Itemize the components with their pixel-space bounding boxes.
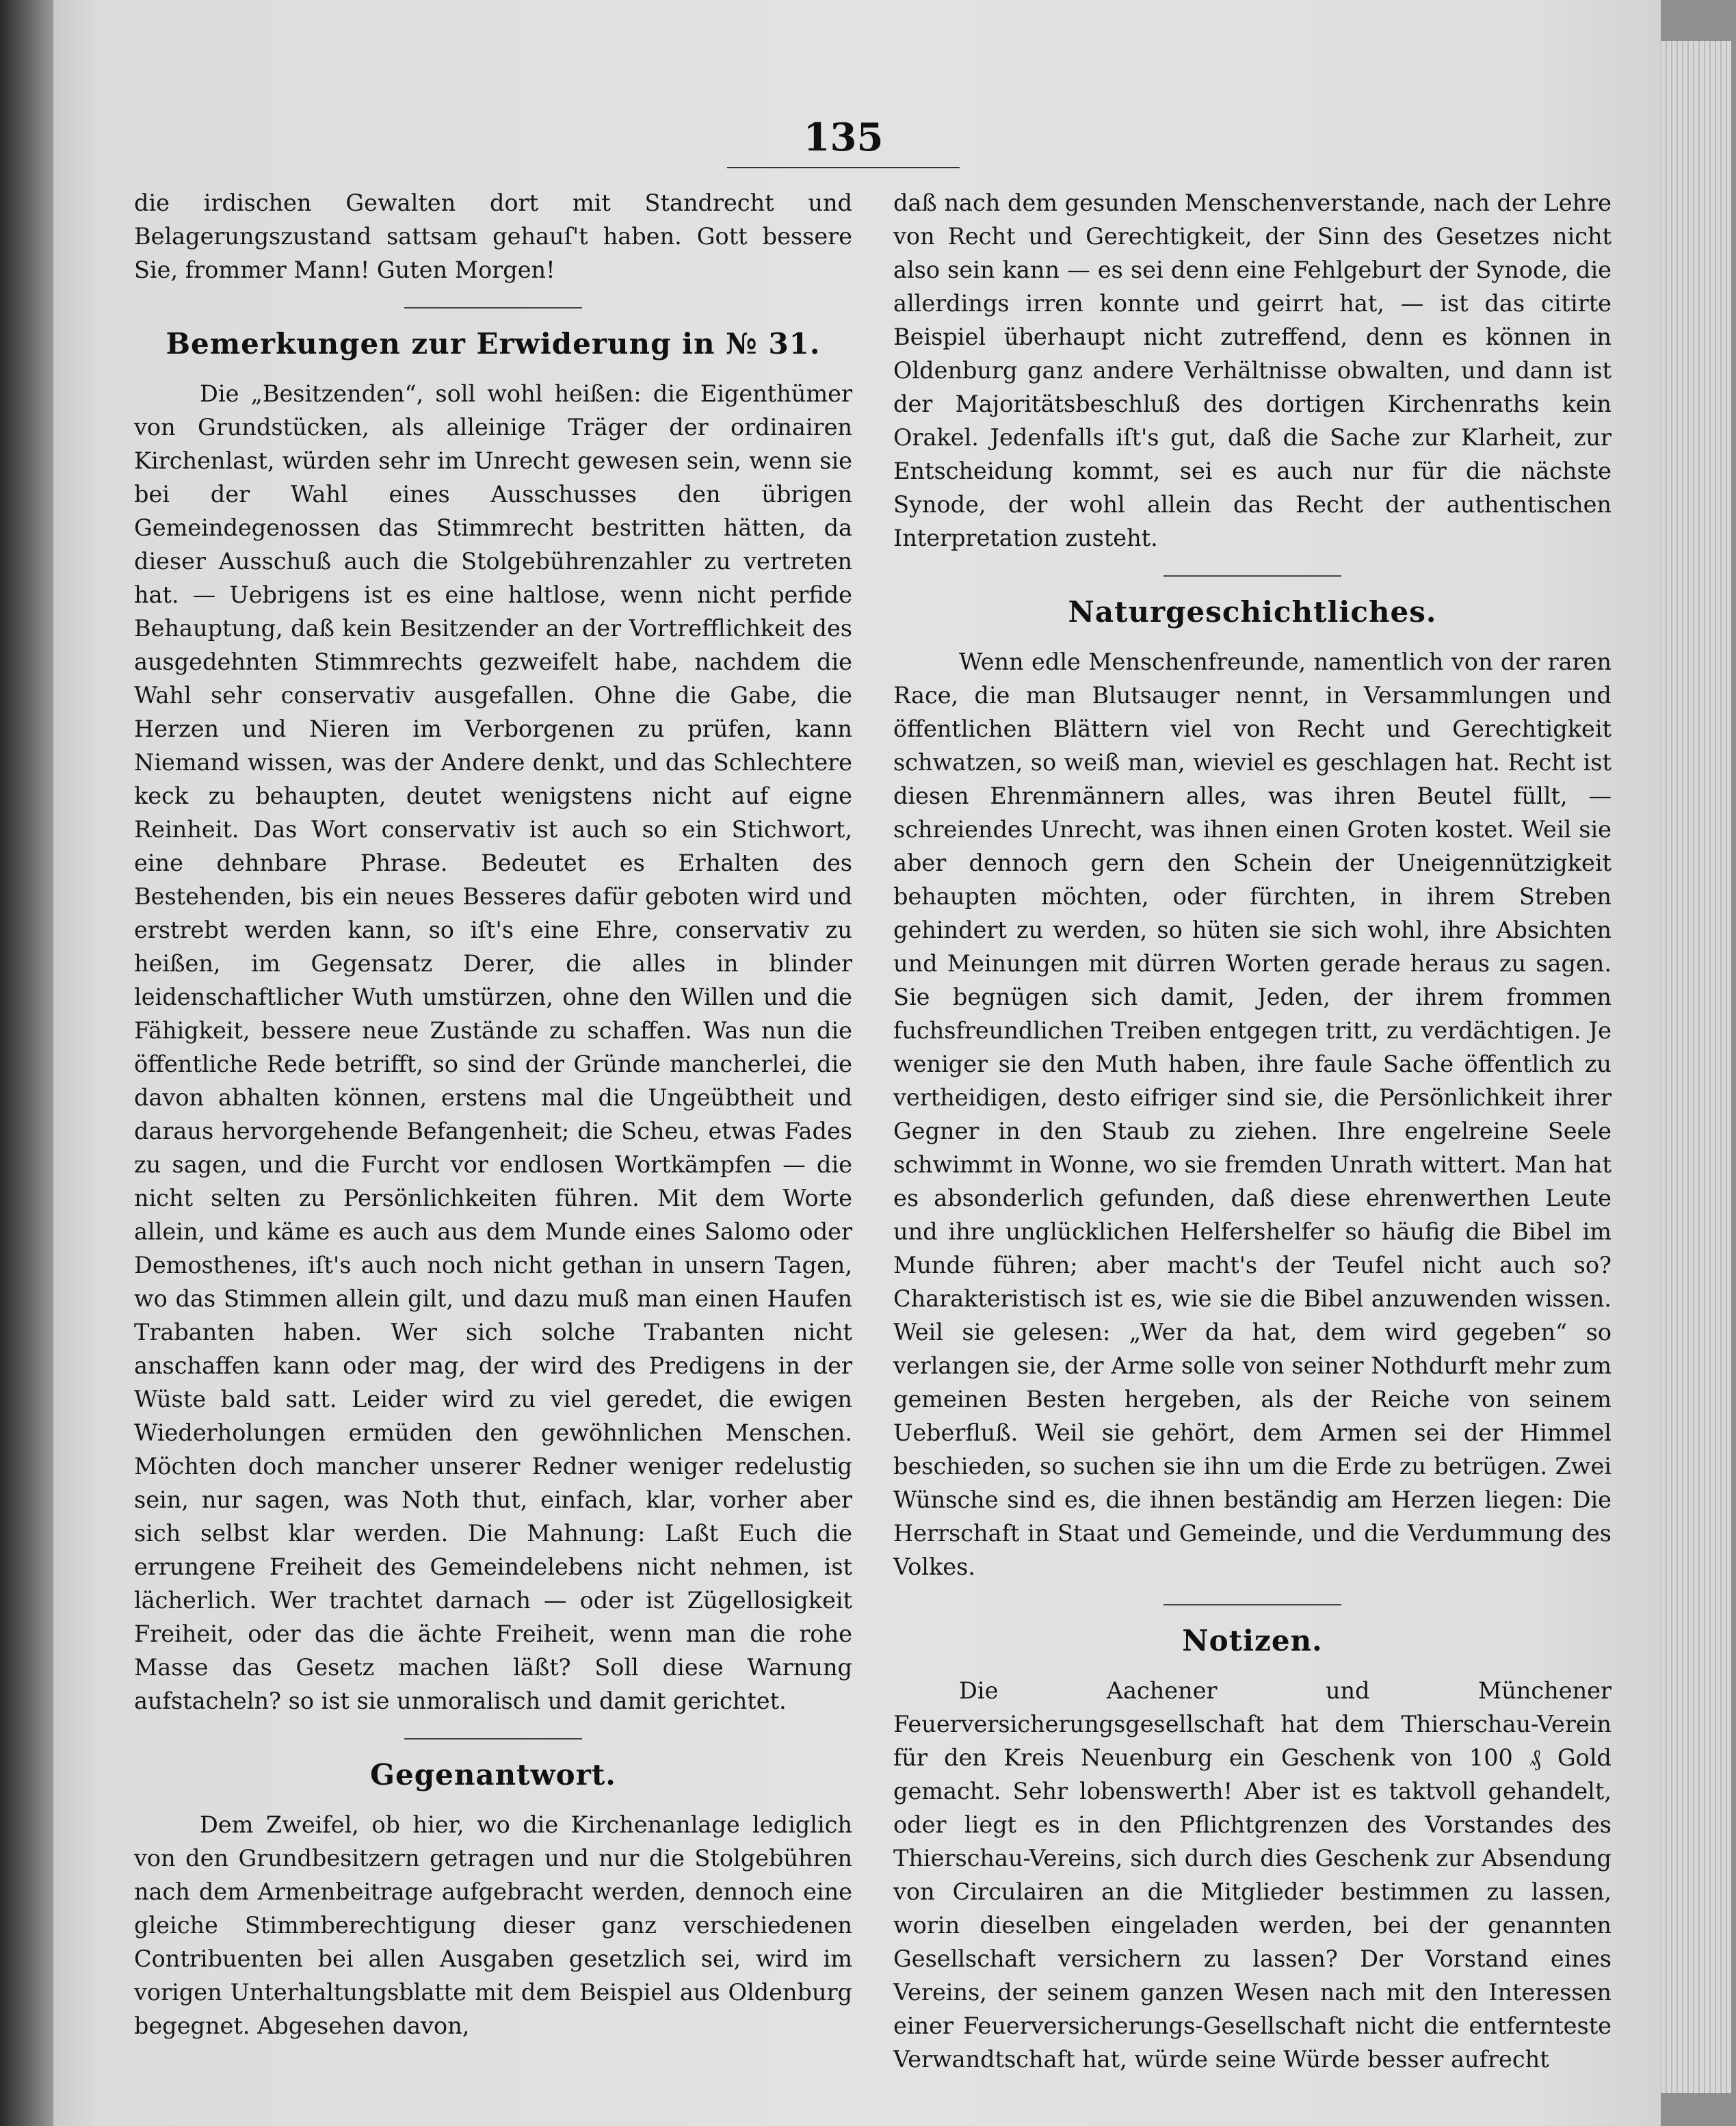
right-column [893,186,1612,2076]
page-stack-edge [1654,41,1731,2093]
article-paragraph-gegenantwort: Dem Zweifel, ob hier, wo die Kirchenanlage lediglich von den Grundbesitzern getragen und nur die Stolgebühren nach dem Armenbeitrage aufgebracht werden, dennoch eine gleiche Stimmberechtigung dieser ganz verschiedenen Contribuenten bei allen Ausgaben gesetzlich sei, wird im vorigen Unterhaltungsblatte mit dem Beispiel aus Oldenburg begegnet. Abgesehen davon, [134,1811,852,2039]
section-divider [1163,1604,1341,1605]
section-divider [404,307,582,309]
article-heading-gegenantwort: Gegenantwort. [370,1758,616,1792]
article-heading-bemerkungen: Bemerkungen zur Erwiderung in № 31. [166,327,821,360]
header-rule [727,167,960,168]
book-page [53,0,1661,2126]
article-paragraph-notizen: Die Aachener und Münchener Feuerversicherungsgesellschaft hat dem Thierschau-Verein für den Kreis Neuenburg ein Geschenk von 100 ₰ Gold gemacht. Sehr lobenswerth! Aber ist es taktvoll gehandelt, oder liegt es in den Pflichtgrenzen des Vorstandes des Thierschau-Vereins, sich durch dies Geschenk zur Absendung von Circulairen an die Mitglieder bestimmen zu lassen, worin dieselben eingeladen werden, bei der genannten Gesellschaft versichern zu lassen? Der Vorstand eines Vereins, der seinem ganzen Wesen nach mit den Interessen einer Feuerversicherungs-Gesellschaft nicht die entfernteste Verwandtschaft hat, würde seine Würde besser aufrecht [893,1677,1612,2073]
section-divider [404,1738,582,1740]
article-paragraph-naturgeschichtliches: Wenn edle Menschenfreunde, namentlich von der raren Race, die man Blutsauger nennt, in Versammlungen und öffentlichen Blättern viel von Recht und Gerechtigkeit schwatzen, so weiß man, wieviel es geschlagen hat. Recht ist diesen Ehrenmännern alles, was ihren Beutel füllt, — schreiendes Unrecht, was ihnen einen Groten kostet. Weil sie aber dennoch gern den Schein der Uneigennützigkeit behaupten möchten, oder fürchten, in ihrem Streben gehindert zu werden, so hüten sie sich wohl, ihre Absichten und Meinungen mit dürren Worten gerade heraus zu sagen. Sie begnügen sich damit, Jeden, der ihrem frommen fuchsfreundlichen Treiben entgegen tritt, zu verdächtigen. Je weniger sie den Muth haben, ihre faule Sache öffentlich zu vertheidigen, desto eifriger sind sie, die Persönlichkeit ihrer Gegner in den Staub zu ziehen. Ihre engelreine Seele schwimmt in Wonne, wo sie fremden Unrath wittert. Man hat es absonderlich gefunden, daß diese ehrenwerthen Leute und ihre unglücklichen Helfershelfer so häufig die Bibel im Munde führen; aber macht's der Teufel nicht auch so? Charakteristisch ist es, wie sie die Bibel anzuwenden wissen. Weil sie gelesen: „Wer da hat, dem wird gegeben“ so verlangen sie, der Arme solle von seiner Nothdurft mehr zum gemeinen Besten hergeben, als der Reiche von seinem Ueberfluß. Weil sie gehört, dem Armen sei der Himmel beschieden, so suchen sie ihn um die Erde zu betrügen. Zwei Wünsche sind es, die ihnen beständig am Herzen liegen: Die Herrschaft in Staat und Gemeinde, und die Verdummung des Volkes. [893,648,1612,1580]
section-divider [1163,575,1341,577]
page-number: 135 [803,115,884,160]
book-binding-edge [0,0,53,2126]
left-column [134,186,852,2043]
article-heading-notizen: Notizen. [1182,1624,1323,1657]
article-heading-naturgeschichtliches: Naturgeschichtliches. [1068,595,1437,629]
article-paragraph-bemerkungen: Die „Besitzenden“, soll wohl heißen: die Eigenthümer von Grundstücken, als alleinige Träger der ordinairen Kirchenlast, würden sehr im Unrecht gewesen sein, wenn sie bei der Wahl eines Ausschusses den übrigen Gemeindegenossen das Stimmrecht bestritten hätten, da dieser Ausschuß auch die Stolgebührenzahler zu vertreten hat. — Uebrigens ist es eine haltlose, wenn nicht perfide Behauptung, daß kein Besitzender an der Vortrefflichkeit des ausgedehnten Stimmrechts gezweifelt habe, nachdem die Wahl sehr conservativ ausgefallen. Ohne die Gabe, die Herzen und Nieren im Verborgenen zu prüfen, kann Niemand wissen, was der Andere denkt, und das Schlechtere keck zu behaupten, deutet wenigstens nicht auf eigne Reinheit. Das Wort conservativ ist auch so ein Stichwort, eine dehnbare Phrase. Bedeutet es Erhalten des Bestehenden, bis ein neues Besseres dafür geboten wird und erstrebt werden kann, so iſt's eine Ehre, conservativ zu heißen, im Gegensatz Derer, die alles in blinder leidenschaftlicher Wuth umstürzen, ohne den Willen und die Fähigkeit, bessere neue Zustände zu schaffen. Was nun die öffentliche Rede betrifft, so sind der Gründe mancherlei, die davon abhalten können, erstens mal die Ungeübtheit und daraus hervorgehende Befangenheit; die Scheu, etwas Fades zu sagen, und die Furcht vor endlosen Wortkämpfen — die nicht selten zu Persönlichkeiten führen. Mit dem Worte allein, und käme es auch aus dem Munde eines Salomo oder Demosthenes, iſt's auch noch nicht gethan in unsern Tagen, wo das Stimmen allein gilt, und dazu muß man einen Haufen Trabanten haben. Wer sich solche Trabanten nicht anschaffen kann oder mag, der wird des Predigens in der Wüste bald satt. Leider wird zu viel geredet, die ewigen Wiederholungen ermüden den gewöhnlichen Menschen. Möchten doch mancher unserer Redner weniger redelustig sein, nur sagen, was Noth thut, einfach, klar, vorher aber sich selbst klar werden. Die Mahnung: Laßt Euch die errungene Freiheit des Gemeindelebens nicht nehmen, ist lächerlich. Wer trachtet darnach — oder ist Zügellosigkeit Freiheit, oder das die ächte Freiheit, wenn man die rohe Masse das Gesetz machen läßt? Soll diese Warnung aufstacheln? so ist sie unmoralisch und damit gerichtet. [134,380,852,1714]
right-continuation-paragraph: daß nach dem gesunden Menschenverstande, nach der Lehre von Recht und Gerechtigkeit, der Sinn des Gesetzes nicht also sein kann — es sei denn eine Fehlgeburt der Synode, die allerdings irren konnte und geirrt hat, — ist das citirte Beispiel überhaupt nicht zutreffend, denn es können in Oldenburg ganz andere Verhältnisse obwalten, und dann ist der Majoritätsbeschluß des dortigen Kirchenraths kein Orakel. Jedenfalls iſt's gut, daß die Sache zur Klarheit, zur Entscheidung kommt, sei es auch nur für die nächste Synode, der wohl allein das Recht der authentischen Interpretation zusteht. [893,189,1612,551]
left-intro-paragraph: die irdischen Gewalten dort mit Standrecht und Belagerungszustand sattsam gehauſ't haben. Gott bessere Sie, frommer Mann! Guten Morgen! [134,189,852,283]
